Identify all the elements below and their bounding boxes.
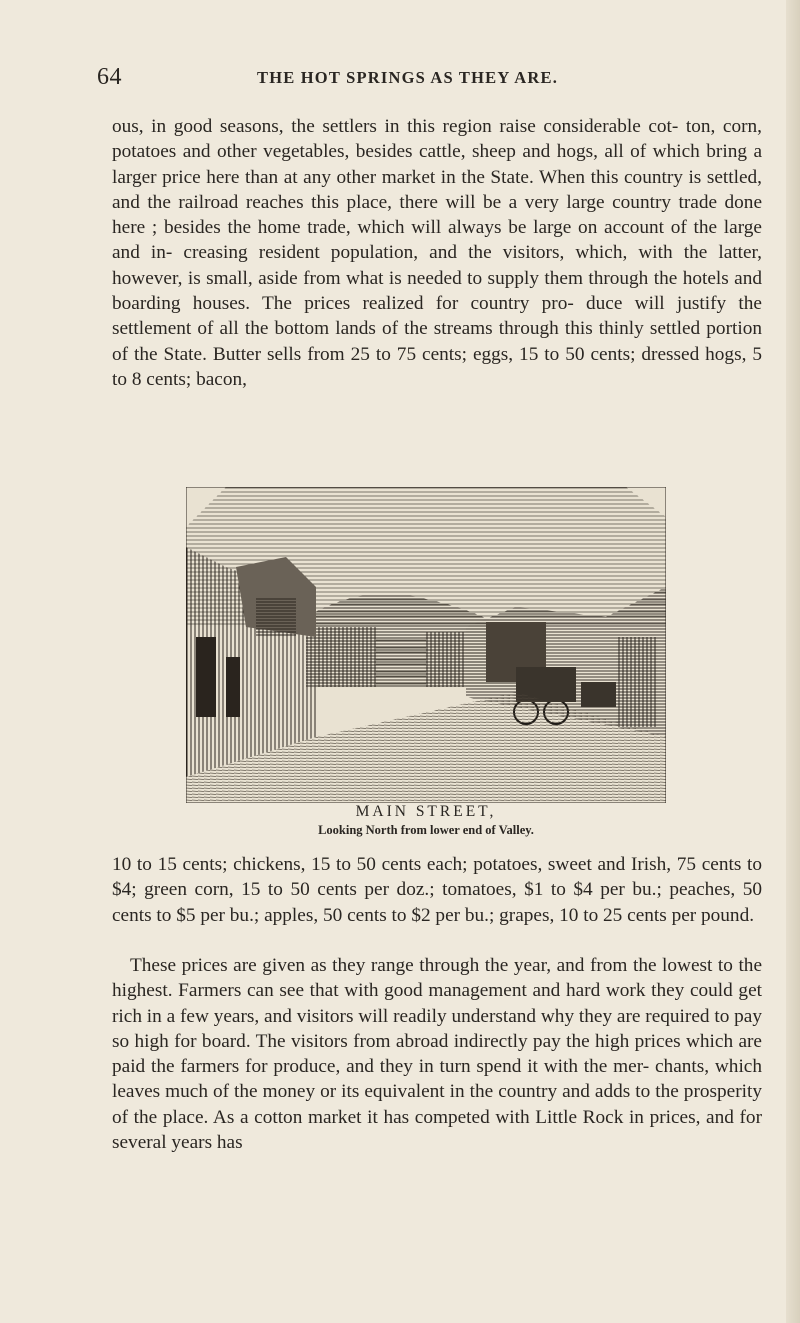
main-street-engraving	[186, 487, 666, 803]
paragraph-3: These prices are given as they range through the year, and from the lowest to the highest. Farmers can see that with good management and hard work they could get rich in a few years, and visitors will readily understand why they are required to pay so high for board. The visitors from abroad indirectly pay the high prices which are paid the farmers for produce, and they in turn spend it with the mer- chants, which leaves much of the money or its equivalent in the country and adds to the prosperity of the place. As a cotton market it has competed with Little Rock in prices, and for several years has	[112, 955, 762, 1154]
paragraph-2: 10 to 15 cents; chickens, 15 to 50 cents each; potatoes, sweet and Irish, 75 cents to $4; green corn, 15 to 50 cents per doz.; tomatoes, $1 to $4 per bu.; peaches, 50 cents to $5 per bu.; apples, 50 cents to $2 per bu.; grapes, 10 to 25 cents per pound.	[112, 854, 762, 926]
paragraph-1: ous, in good seasons, the settlers in this region raise considerable cot- ton, corn, potatoes and other vegetables, besides cattle, sheep and hogs, all of which bring a larger price here than at any other market in the State. When this country is settled, and the railroad reaches this place, there will be a very large country trade done here ; besides the home trade, which will always be large on account of the large and in- creasing resident population, and the visitors, which, with the latter, however, is small, aside from what is needed to supply them through the hotels and boarding houses. The prices realized for country pro- duce will justify the settlement of all the bottom lands of the streams through this thinly settled portion of the State. Butter sells from 25 to 75 cents; eggs, 15 to 50 cents; dressed hogs, 5 to 8 cents; bacon,	[112, 116, 762, 390]
figure-caption-subtitle: Looking North from lower end of Valley.	[318, 823, 534, 837]
page-number: 64	[97, 64, 122, 90]
figure-caption-title: MAIN STREET,	[355, 803, 497, 820]
page-edge-shadow	[786, 0, 800, 1323]
running-title: THE HOT SPRINGS AS THEY ARE.	[257, 68, 559, 87]
page-header	[97, 66, 757, 96]
